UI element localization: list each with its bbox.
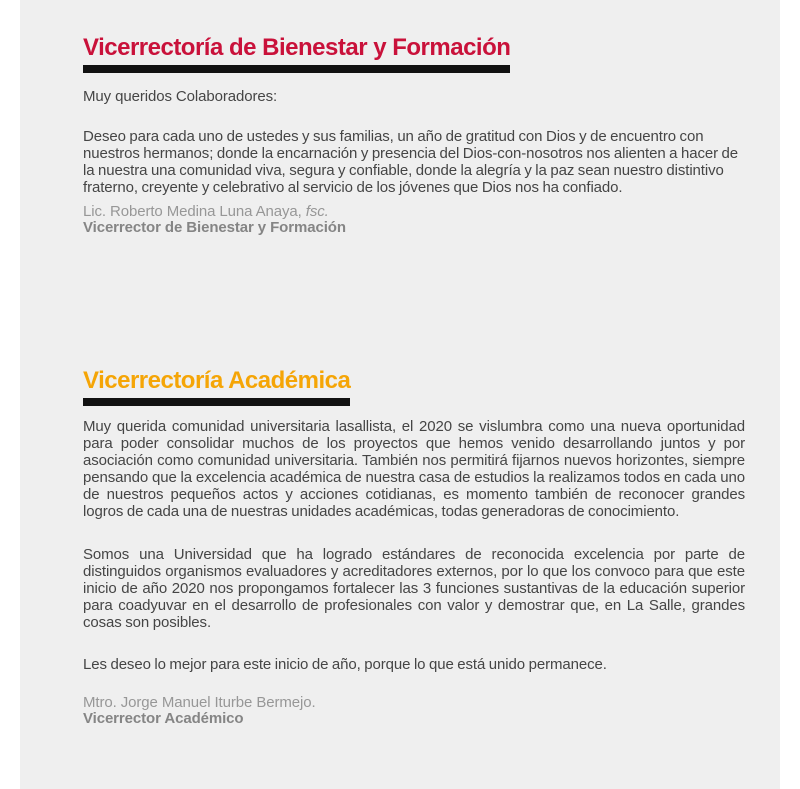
bienestar-paragraph: Deseo para cada uno de ustedes y sus familias, un año de gratitud con Dios y de encuentro con nuestros hermanos; donde la encarnación y presencia del Dios-con-nosotros nos alienten a hacer de la nuestra una comunidad viva, segura y confiable, donde la alegría y la paz sean nuestro distintivo fraterno, creyente y celebrativo al servicio de los jóvenes que Dios nos ha confiado. (83, 128, 739, 196)
section-academica (83, 369, 745, 727)
section-academica-header (83, 369, 350, 406)
bienestar-signature-name (83, 204, 745, 220)
bienestar-signature-title: Vicerrector de Bienestar y Formación (83, 219, 346, 236)
bienestar-signature-name-text: Lic. Roberto Medina Luna Anaya, (83, 203, 306, 220)
bienestar-salutation: Muy queridos Colaboradores: (83, 88, 278, 105)
academica-paragraph-2: Somos una Universidad que ha logrado estándares de reconocida excelencia por parte de distinguidos organismos evaluadores y acreditadores externos, por lo que los convoco para que este inicio de año 2020 nos propongamos fortalecer las 3 funciones sustantivas de la educación superior para coadyuvar en el desarrollo de profesionales con valor y demostrar que, en La Salle, grandes cosas son posibles. (83, 546, 745, 631)
section-academica-divider-bar (83, 398, 350, 406)
academica-paragraph-3: Les deseo lo mejor para este inicio de año, porque lo que está unido permanece. (83, 656, 607, 673)
section-bienestar (83, 36, 745, 236)
academica-signature-title: Vicerrector Académico (83, 710, 244, 727)
academica-signature-block (83, 695, 745, 727)
academica-signature-name: Mtro. Jorge Manuel Iturbe Bermejo. (83, 694, 316, 711)
page-content (20, 0, 780, 727)
newsletter-page-panel (20, 0, 780, 789)
section-bienestar-title: Vicerrectoría de Bienestar y Formación (83, 34, 511, 61)
bienestar-signature-block (83, 204, 745, 236)
section-academica-title: Vicerrectoría Académica (83, 367, 351, 394)
section-bienestar-header (83, 36, 510, 73)
bienestar-signature-name-suffix: fsc. (305, 203, 329, 220)
section-bienestar-divider-bar (83, 65, 510, 73)
academica-paragraph-1: Muy querida comunidad universitaria lasallista, el 2020 se vislumbra como una nueva oportunidad para poder consolidar muchos de los proyectos que hemos venido desarrollando juntos y por asociación como comunidad universitaria. También nos permitirá fijarnos nuevos horizontes, siempre pensando que la excelencia académica de nuestra casa de estudios la realizamos todos en cada uno de nuestros pequeños actos y acciones cotidianas, es momento también de reconocer grandes logros de cada una de nuestras unidades académicas, todas generadoras de conocimiento. (83, 418, 745, 520)
